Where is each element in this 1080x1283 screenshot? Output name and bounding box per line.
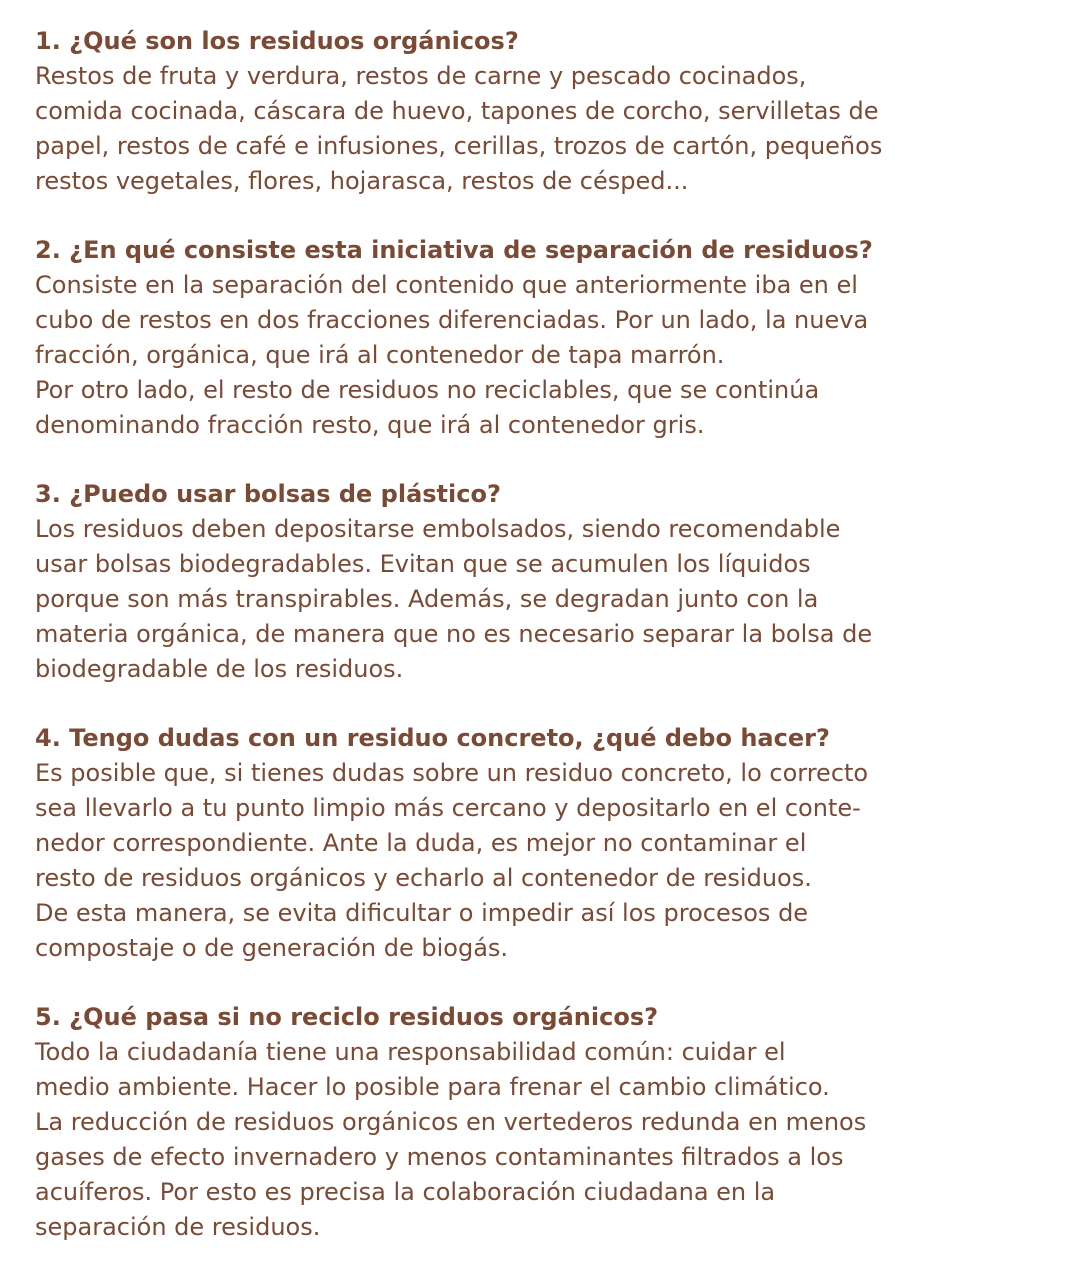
faq-answer-line: Por otro lado, el resto de residuos no reciclables, que se continúa: [35, 376, 820, 404]
faq-answer-line: compostaje o de generación de biogás.: [35, 934, 509, 962]
faq-answer-line: resto de residuos orgánicos y echarlo al contenedor de residuos.: [35, 864, 812, 892]
faq-question-4: 4. Tengo dudas con un residuo concreto, ¿qué debo hacer?: [35, 724, 830, 752]
faq-answer-line: usar bolsas biodegradables. Evitan que se acumulen los líquidos: [35, 550, 811, 578]
faq-answer-line: restos vegetales, flores, hojarasca, restos de césped...: [35, 167, 689, 195]
faq-answer-line: Es posible que, si tienes dudas sobre un residuo concreto, lo correcto: [35, 759, 869, 787]
faq-answer-line: Restos de fruta y verdura, restos de carne y pescado cocinados,: [35, 62, 807, 90]
faq-answer-line: papel, restos de café e infusiones, cerillas, trozos de cartón, pequeños: [35, 132, 883, 160]
faq-answer-line: biodegradable de los residuos.: [35, 655, 404, 683]
faq-document: [35, 24, 1065, 1279]
faq-answer-line: porque son más transpirables. Además, se degradan junto con la: [35, 585, 819, 613]
faq-answer-line: sea llevarlo a tu punto limpio más cercano y depositarlo en el conte-: [35, 794, 861, 822]
faq-question-1: 1. ¿Qué son los residuos orgánicos?: [35, 27, 519, 55]
faq-answer-line: acuíferos. Por esto es precisa la colaboración ciudadana en la: [35, 1178, 776, 1206]
faq-answer-line: medio ambiente. Hacer lo posible para frenar el cambio climático.: [35, 1073, 830, 1101]
faq-answer-line: materia orgánica, de manera que no es necesario separar la bolsa de: [35, 620, 873, 648]
faq-answer-line: La reducción de residuos orgánicos en vertederos redunda en menos: [35, 1108, 867, 1136]
faq-answer-line: Todo la ciudadanía tiene una responsabilidad común: cuidar el: [35, 1038, 786, 1066]
faq-answer-line: cubo de restos en dos fracciones diferenciadas. Por un lado, la nueva: [35, 306, 869, 334]
faq-answer-line: gases de efecto invernadero y menos contaminantes filtrados a los: [35, 1143, 844, 1171]
faq-section-4: [35, 721, 1065, 966]
faq-answer-line: separación de residuos.: [35, 1213, 321, 1241]
faq-question-2: 2. ¿En qué consiste esta iniciativa de separación de residuos?: [35, 236, 873, 264]
faq-question-5: 5. ¿Qué pasa si no reciclo residuos orgánicos?: [35, 1003, 659, 1031]
faq-answer-line: De esta manera, se evita dificultar o impedir así los procesos de: [35, 899, 809, 927]
faq-question-3: 3. ¿Puedo usar bolsas de plástico?: [35, 480, 501, 508]
faq-answer-line: comida cocinada, cáscara de huevo, tapones de corcho, servilletas de: [35, 97, 879, 125]
faq-section-2: [35, 233, 1065, 443]
faq-answer-line: Consiste en la separación del contenido que anteriormente iba en el: [35, 271, 858, 299]
faq-answer-line: denominando fracción resto, que irá al contenedor gris.: [35, 411, 705, 439]
faq-answer-line: Los residuos deben depositarse embolsados, siendo recomendable: [35, 515, 841, 543]
faq-answer-line: fracción, orgánica, que irá al contenedor de tapa marrón.: [35, 341, 725, 369]
faq-section-3: [35, 477, 1065, 687]
faq-section-5: [35, 1000, 1065, 1245]
faq-section-1: [35, 24, 1065, 199]
faq-answer-line: nedor correspondiente. Ante la duda, es mejor no contaminar el: [35, 829, 807, 857]
